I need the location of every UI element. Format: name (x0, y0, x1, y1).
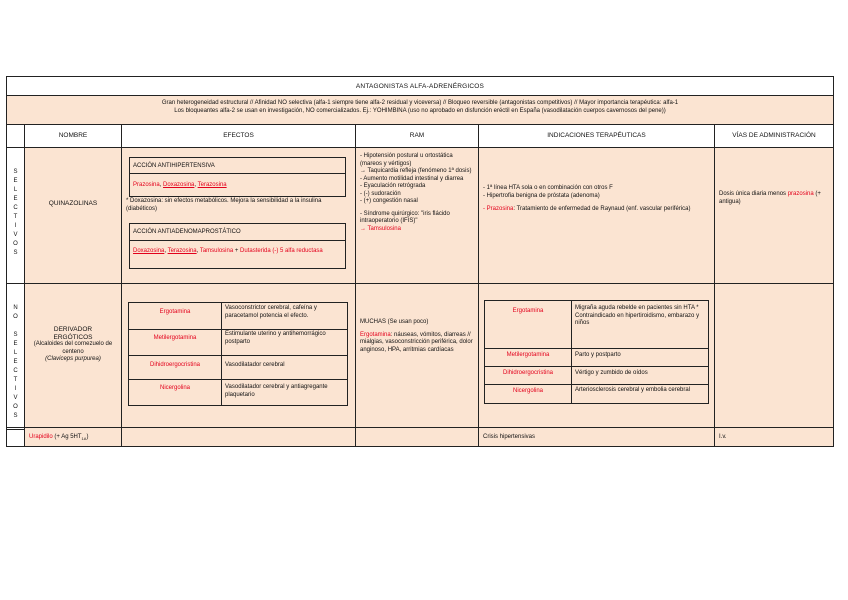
ergot-indication-row (485, 348, 708, 367)
ergot-effects-text: Vasoconstrictor cerebral, cafeína y paracetamol potencia el efecto. (225, 305, 317, 319)
ergot-effects-drug: Ergotamina (159, 309, 191, 315)
urapidilo-name-cell (24, 427, 122, 447)
table-description (6, 95, 834, 125)
quinazolinas-name-cell (24, 147, 122, 284)
ergot-indication-row (485, 301, 708, 349)
quinazolinas-ram: - Hipotensión postural u ortostática (mareos y vértigos) → Taquicardia refleja (fenómeno 1ª dosis) - Aumento motilidad intestinal y diarrea - Eyaculación retrógrada - (-) sudoración - (+) congestión nasal - Síndrome quirúrgico: "iris flácido intraoperatorio (IFIS)" → Tamsulosina (360, 153, 472, 232)
ergot-indication-text: Parto y postparto (575, 352, 621, 358)
urapidilo-via-cell (714, 427, 834, 447)
ergot-indication-text: Vértigo y zumbido de oídos (575, 370, 648, 376)
quinazolinas-effects-cell (121, 147, 356, 284)
description-line-2: Los bloqueantes alfa-2 se usan en investigación, NO comercializados. Ej.: YOHIMBINA (uso no aprobado en disfunción eréctil en España (vasodilatación cuerpos cavernosos del pene)) (174, 108, 666, 114)
ergot-effects-drug: Nicergolina (159, 385, 190, 391)
ergot-effects-row (129, 303, 347, 330)
ergot-indication-drug: Nicergolina (512, 388, 543, 394)
ergot-effects-table (128, 302, 348, 406)
quinazolinas-name: QUINAZOLINAS (48, 200, 98, 207)
antiadeno-title: ACCIÓN ANTIADENOMAPROSTÁTICO (133, 229, 241, 235)
header-ram: RAM (355, 124, 479, 148)
ergot-name-cell (24, 283, 122, 428)
ergot-effects-text: Estimulante uterino y antihemorrágico postparto (225, 331, 326, 345)
ergot-indications-cell (478, 283, 715, 428)
ergot-indication-text: Migraña aguda rebelde en pacientes sin HTA * Contraindicado en hipertiroidismo, embarazo y niños (575, 305, 700, 326)
ergot-effects-drug: Metilergotamina (153, 335, 197, 341)
ergot-effects-row (129, 379, 347, 405)
ergot-via-cell (714, 283, 834, 428)
urapidilo-name: Urapidilo (+ Ag $5HT_{1A}$) (29, 434, 89, 442)
ergot-name: DERIVADOR ERGÓTICOS (Alcaloides del cornezuelo de centeno (Claviceps purpurea) (33, 326, 113, 362)
quinazolinas-ram-cell (355, 147, 479, 284)
ergot-effects-drug: Dihidroergocristina (149, 362, 201, 368)
header-efectos: EFECTOS (121, 124, 356, 148)
header-nombre: NOMBRE (24, 124, 122, 148)
ergot-effects-cell (121, 283, 356, 428)
antiadeno-box (129, 223, 346, 269)
ergot-indication-drug: Metilergotamina (506, 352, 550, 358)
ergot-indication-drug: Ergotamina (512, 308, 544, 314)
selective-label: S E L E C T I V O S (6, 147, 25, 284)
description-line-1: Gran heterogeneidad estructural // Afinidad NO selectiva (alfa-1 siempre tiene alfa-2 residual y viceversa) // Bloqueo reversible (antagonistas competitivos) // Mayor importancia terapéutica: alfa-1 (161, 100, 679, 106)
ergot-indications-table (484, 300, 709, 404)
antihipertensiva-drugs: Prazosina, Doxazosina, Terazosina (133, 182, 227, 188)
urapidilo-spacer (6, 427, 25, 447)
ergot-indication-drug: Dihidroergocristina (502, 370, 554, 376)
header-indicaciones: INDICACIONES TERAPÉUTICAS (478, 124, 715, 148)
header-spacer (6, 124, 25, 148)
ergot-effects-row (129, 329, 347, 356)
non-selective-label: N O S E L E C T I V O S (6, 283, 25, 430)
ergot-indication-row (485, 384, 708, 403)
ergot-indication-text: Arteriosclerosis cerebral y embolia cerebral (575, 387, 691, 393)
urapidilo-indication-cell (478, 427, 715, 447)
antihipertensiva-title: ACCIÓN ANTIHIPERTENSIVA (133, 163, 215, 169)
quinazolinas-indications-cell (478, 147, 715, 284)
ergot-indication-row (485, 366, 708, 385)
ergot-ram-cell (355, 283, 479, 428)
quinazolinas-indications: - 1ª línea HTA sola o en combinación con otros F - Hipertrofia benigna de próstata (adenoma) - Prazosina: Tratamiento de enfermedad de Raynaud (enf. vascular periférica) (483, 185, 691, 212)
doxazosina-note: * Doxazosina: sin efectos metabólicos. Mejora la sensibilidad a la insulina (diabéticos) (126, 198, 322, 212)
antiadeno-drugs: Doxazosina, Terazosina, Tamsulosina + Dutasterida (-) 5 alfa reductasa (133, 248, 323, 254)
urapidilo-via: I.v. (719, 434, 727, 440)
header-vias: VÍAS DE ADMINISTRACIÓN (714, 124, 834, 148)
quinazolinas-via-cell (714, 147, 834, 284)
ergot-ram: MUCHAS (Se usan poco) Ergotamina: náuseas, vómitos, diarreas // mialgias, vasoconstricción periférica, dolor anginoso, HPA, arritmias cardíacas (360, 319, 473, 353)
antihipertensiva-box (129, 157, 346, 197)
ergot-effects-text: Vasodilatador cerebral (225, 362, 285, 368)
urapidilo-effects-cell (121, 427, 356, 447)
table-title: ANTAGONISTAS ALFA-ADRENÉRGICOS (6, 76, 834, 96)
urapidilo-ram-cell (355, 427, 479, 447)
quinazolinas-via: Dosis única diaria menos prazosina (+ antigua) (719, 191, 821, 205)
ergot-effects-text: Vasodilatador cerebral y antiagregante plaquetario (225, 384, 328, 398)
urapidilo-indication: Crisis hipertensivas (483, 434, 536, 440)
ergot-effects-row (129, 355, 347, 380)
